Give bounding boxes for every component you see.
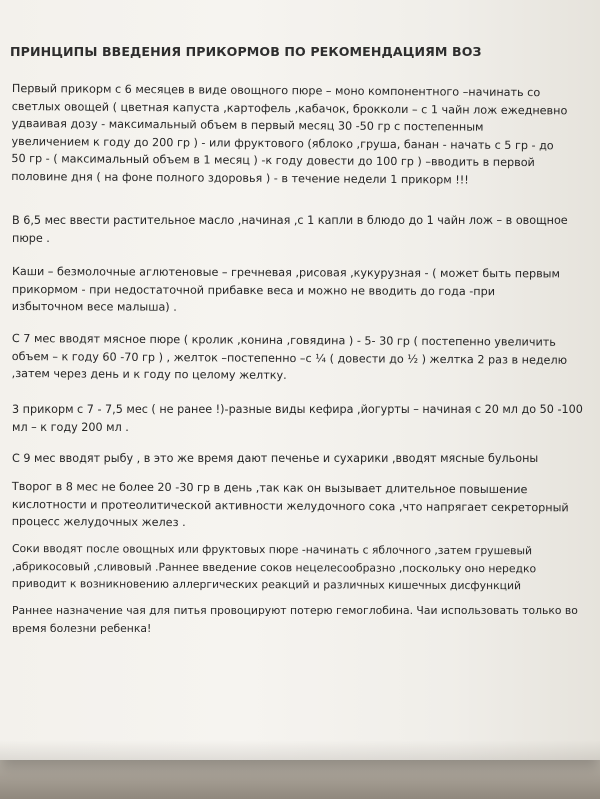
text-line: Раннее назначение чая для питья провоцируют потерю гемоглобина. Чаи использовать только во bbox=[12, 604, 578, 617]
paragraph-cottage-cheese bbox=[12, 478, 582, 534]
paragraph-porridge bbox=[12, 263, 582, 318]
paragraph-vegetable-oil bbox=[12, 212, 582, 247]
text-line: мл – к году 200 мл . bbox=[12, 420, 129, 434]
text-line: пюре . bbox=[12, 231, 50, 245]
text-line: избыточном весе малыша) . bbox=[11, 299, 177, 314]
text-line: Каши – безмолочные аглютеновые – гречневая ,рисовая ,кукурузная - ( может быть первым bbox=[11, 264, 560, 281]
document-title: ПРИНЦИПЫ ВВЕДЕНИЯ ПРИКОРМОВ ПО РЕКОМЕНДАЦИЯМ ВОЗ bbox=[10, 44, 482, 59]
text-line: удваивая дозу - максимальный объем в первый месяц 30 -50 гр с постепенным bbox=[11, 116, 484, 134]
text-line: 50 гр - ( максимальный объем в 1 месяц ) -к году довести до 100 гр ) –вводить в первой bbox=[11, 151, 535, 170]
text-line: процесс желудочных желез . bbox=[11, 514, 186, 530]
text-line: В 6,5 мес ввести растительное масло ,начиная ,с 1 капли в блюдо до 1 чайн лож – в овощное bbox=[12, 214, 568, 227]
text-line: С 9 мес вводят рыбу , в это же время дают печенье и сухарики ,вводят мясные бульоны bbox=[12, 452, 539, 465]
text-line: кислотности и протеолитической активности желудочного сока ,что напрягает секреторный bbox=[11, 497, 569, 514]
text-line: 3 прикорм с 7 - 7,5 мес ( не ранее !)-разные виды кефира ,йогурты – начиная с 20 мл до 50 -100 bbox=[12, 403, 583, 416]
text-line: приводит к возникновению аллергических реакций и различных кишечных дисфункций bbox=[11, 576, 522, 593]
text-line: Соки вводят после овощных или фруктовых пюре -начинать с яблочного ,затем грушевый bbox=[11, 542, 533, 558]
paragraph-first-complementary-food bbox=[11, 80, 582, 189]
shadow-overlay bbox=[0, 740, 600, 799]
text-line: увеличением к году до 200 гр ) - или фруктового (яблоко ,груша, банан - начать с 5 гр - до bbox=[11, 134, 554, 152]
text-line: ,затем через день и к году по целому желтку. bbox=[11, 366, 287, 382]
text-line: время болезни ребенка! bbox=[12, 621, 152, 635]
paragraph-tea bbox=[12, 602, 582, 637]
paragraph-kefir bbox=[12, 401, 582, 436]
paragraph-fish bbox=[12, 450, 582, 468]
text-line: прикормом - при недостаточной прибавке веса и можно не вводить до года -при bbox=[11, 282, 496, 298]
text-line: светлых овощей ( цветная капуста ,картофель ,кабачок, брокколи – с 1 чайн лож ежедневно bbox=[11, 99, 568, 117]
text-line: ,абрикосовый ,сливовый .Раннее введение соков нецелесообразно ,поскольку оно нередко bbox=[11, 559, 537, 575]
text-line: половине дня ( на фоне полного здоровья ) - в течение недели 1 прикорм !!! bbox=[11, 169, 469, 187]
text-line: Творог в 8 мес не более 20 -30 гр в день ,так как он вызывает длительное повышение bbox=[11, 479, 528, 497]
text-line: объем – к году 60 -70 гр ) , желток –постепенно –с ¼ ( довести до ½ ) желтка 2 раз в неделю bbox=[11, 349, 568, 367]
paragraph-juices bbox=[12, 540, 582, 595]
text-line: С 7 мес вводят мясное пюре ( кролик ,конина ,говядина ) - 5- 30 гр ( постепенно увеличить bbox=[11, 331, 556, 349]
text-line: Первый прикорм с 6 месяцев в виде овощного пюре – моно компонентного –начинать со bbox=[11, 81, 541, 100]
paragraph-meat-puree bbox=[12, 330, 582, 386]
